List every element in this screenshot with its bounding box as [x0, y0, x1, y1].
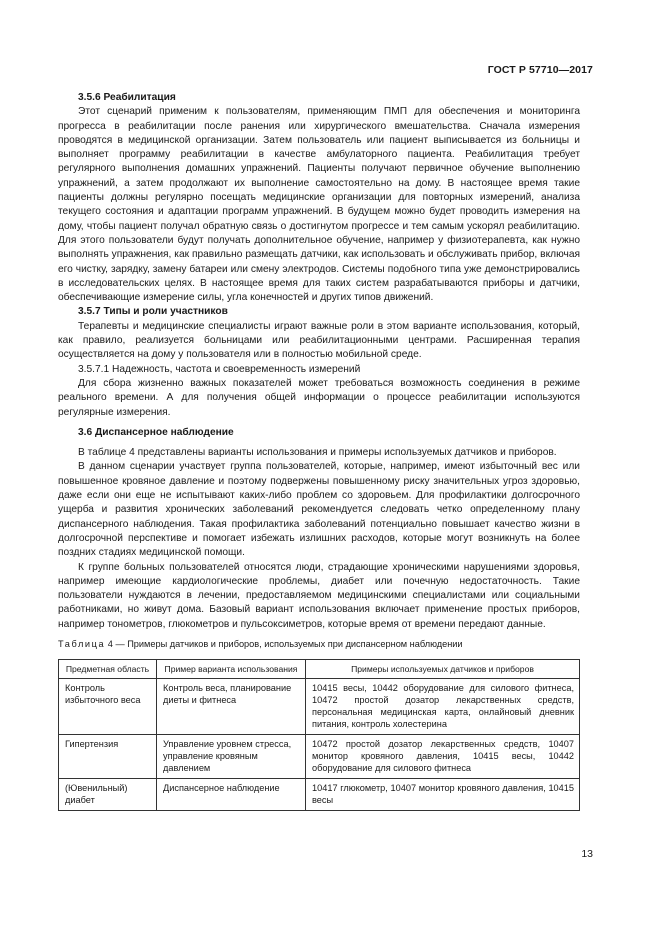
heading-3-6: 3.6 Диспансерное наблюдение [78, 426, 234, 438]
cell-subject-area: Контроль избыточного веса [59, 678, 157, 734]
table-header-row [59, 659, 580, 678]
cell-devices: 10415 весы, 10442 оборудование для силового фитнеса, 10472 простой дозатор лекарственных средств, персональная медицинская карта, онлайновый дневник питания, контроль холестерина [306, 678, 580, 734]
paragraph-reliability: Для сбора жизненно важных показателей может требоваться возможность соединения в режиме реального времени. А для получения общей информации о процессе реабилитации используются регулярные измерения. [58, 377, 580, 418]
cell-subject-area: Гипертензия [59, 734, 157, 778]
header-devices: Примеры используемых датчиков и приборов [306, 659, 580, 678]
cell-devices: 10417 глюкометр, 10407 монитор кровяного давления, 10415 весы [306, 778, 580, 810]
cell-subject-area: (Ювенильный) диабет [59, 778, 157, 810]
header-subject-area: Предметная область [59, 659, 157, 678]
table-row [59, 678, 580, 734]
paragraph-rehabilitation: Этот сценарий применим к пользователям, применяющим ПМП для обеспечения и мониторинга прогресса в реабилитации после ранения или хирургического вмешательства. Сначала измерения проводятся в медицинской организации. Затем пользователь или пациент выписывается из больницы и выполняет программу реабилитации в качестве амбулаторного пациента. Реабилитация требует регулярного выполнения домашних упражнений. Пациенты получают первичное обучение выполнению упражнений, а затем продолжают их выполнение самостоятельно на дому. В настоящее время такие пациенты должны регулярно посещать медицинские организации для повторных измерений, анализа текущего состояния и адаптации программ упражнений. В будущем можно будет проводить измерения на дому, чтобы пациент получал обратную связь о достигнутом прогрессе и тем самым ускорял реабилитацию. Для этого пользователи будут получать дополнительное обучение, например у физиотерапевта, как нужно выполнять упражнения, как правильно размещать датчики, как использовать и обслуживать прибор, включая его чистку, зарядку, замену батареи или смену электродов. Системы подобного типа уже демонстрировались в исследовательских целях. В настоящее время для таких систем разрабатываются приборы и датчики, обеспечивающие измерение силы, угла конечностей и других типов движений. [58, 106, 580, 304]
sensors-table [58, 659, 580, 811]
table-caption-label: Таблица [58, 638, 106, 649]
paragraph-table-ref: В таблице 4 представлены варианты использования и примеры используемых датчиков и приборов. [78, 447, 557, 459]
table-row [59, 734, 580, 778]
paragraph-participants: Терапевты и медицинские специалисты играют важные роли в этом варианте использования, который, как правило, реализуется больницами или реабилитационными центрами. Расширенная терапия осуществляется на дому у пользователя или в полностью мобильной среде. [58, 320, 580, 361]
document-code: ГОСТ Р 57710—2017 [487, 64, 593, 76]
heading-3-5-6: 3.5.6 Реабилитация [78, 92, 176, 103]
table-caption [58, 638, 580, 651]
paragraph-chronic-group: К группе больных пользователей относятся люди, страдающие хроническими нарушениями здоровья, например имеющие кардиологические проблемы, диабет или почечную недостаточность. Такие пользователи нуждаются в лечении, предоставляемом медицинскими специалистами или социальными работниками, но живут дома. Базовый вариант использования включает применение простых приборов, например тонометров, глюкометров и пульсоксиметров, которые время от времени передают данные. [58, 561, 580, 630]
table-caption-text: 4 — Примеры датчиков и приборов, используемых при диспансерном наблюдении [105, 638, 463, 649]
header-use-case: Пример варианта использования [157, 659, 306, 678]
cell-devices: 10472 простой дозатор лекарственных средств, 10407 монитор кровяного давления, 10415 весы, 10442 оборудование для силового фитнеса [306, 734, 580, 778]
heading-3-5-7: 3.5.7 Типы и роли участников [78, 306, 228, 318]
paragraph-risk-group: В данном сценарии участвует группа пользователей, которые, например, имеют избыточный вес или повышенное кровяное давление и поэтому подвержены повышенному риску значительных угроз здоровью, даже если они еще не испытывают каких-либо проблем со здоровьем. Для профилактики долгосрочного ущерба и развития хронических заболеваний рекомендуется следовать четко определенному плану диспансерного наблюдения. Такая профилактика заболеваний потенциально повышает качество жизни в долгосрочной перспективе и помогает избежать излишних расходов, которые могут возникнуть на более поздних стадиях медицинской помощи. [58, 461, 580, 559]
table-row [59, 778, 580, 810]
heading-3-5-7-1: 3.5.7.1 Надежность, частота и своевременность измерений [78, 363, 361, 375]
cell-use-case: Управление уровнем стресса, управление кровяным давлением [157, 734, 306, 778]
page-content [58, 91, 580, 811]
cell-use-case: Диспансерное наблюдение [157, 778, 306, 810]
cell-use-case: Контроль веса, планирование диеты и фитнеса [157, 678, 306, 734]
page-number: 13 [581, 848, 593, 860]
